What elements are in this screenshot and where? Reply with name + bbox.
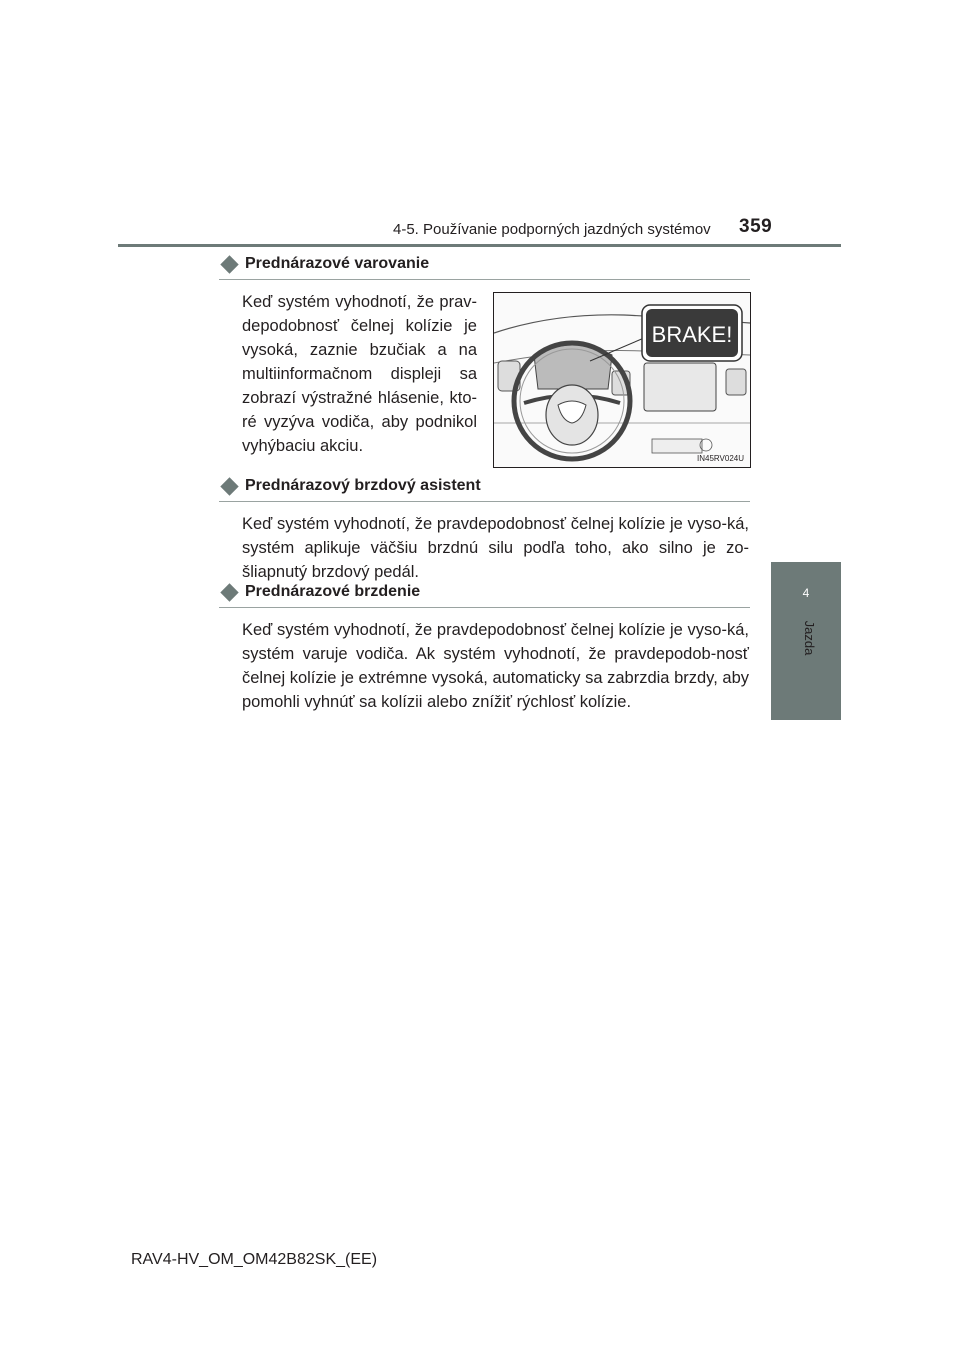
section-heading bbox=[219, 583, 750, 608]
footer-doc-code: RAV4-HV_OM_OM42B82SK_(EE) bbox=[131, 1251, 378, 1268]
section-precollision-brake-assist bbox=[219, 477, 750, 502]
section-heading bbox=[219, 477, 750, 502]
page-number: 359 bbox=[739, 216, 773, 237]
section-body-text: Keď systém vyhodnotí, že pravdepodobnosť čelnej kolízie je vyso-ká, systém varuje vodiča. Ak systém vyhodnotí, že pravdepodob-nosť čelnej kolízie je extrémne vysoká, automaticky sa zabrzdia brzdy, aby pomohli vyhnúť sa kolízii alebo znížiť rýchlosť kolízie. bbox=[242, 621, 749, 711]
header-divider bbox=[118, 244, 841, 247]
section-body-text: Keď systém vyhodnotí, že prav-depodobnosť čelnej kolízie je vysoká, zaznie bzučiak a na multiinformačnom displeji sa zobrazí výstražné hlásenie, kto-ré vyzýva vodiča, aby podnikol vyhýbaciu akciu. bbox=[242, 293, 477, 455]
section-precollision-warning bbox=[219, 255, 750, 280]
chapter-label: Jazda bbox=[802, 620, 817, 656]
section-heading bbox=[219, 255, 750, 280]
section-heading-text: Prednárazové varovanie bbox=[245, 255, 430, 272]
header-title: 4-5. Používanie podporných jazdných systémov bbox=[393, 221, 711, 238]
diamond-bullet-icon bbox=[220, 255, 238, 273]
section-heading-text: Prednárazové brzdenie bbox=[245, 583, 421, 600]
diamond-bullet-icon bbox=[220, 477, 238, 495]
chapter-number: 4 bbox=[802, 586, 810, 600]
diamond-bullet-icon bbox=[220, 583, 238, 601]
figure-code: IN45RV024U bbox=[697, 454, 744, 463]
dashboard-figure bbox=[493, 292, 751, 468]
section-body-text: Keď systém vyhodnotí, že pravdepodobnosť čelnej kolízie je vyso-ká, systém aplikuje väčšiu brzdnú silu podľa toho, ako silno je zo-šliapnutý brzdový pedál. bbox=[242, 515, 749, 581]
section-heading-text: Prednárazový brzdový asistent bbox=[245, 477, 481, 494]
brake-warning-text: BRAKE! bbox=[651, 322, 733, 347]
section-precollision-braking bbox=[219, 583, 750, 608]
dashboard-illustration-icon bbox=[494, 293, 750, 467]
